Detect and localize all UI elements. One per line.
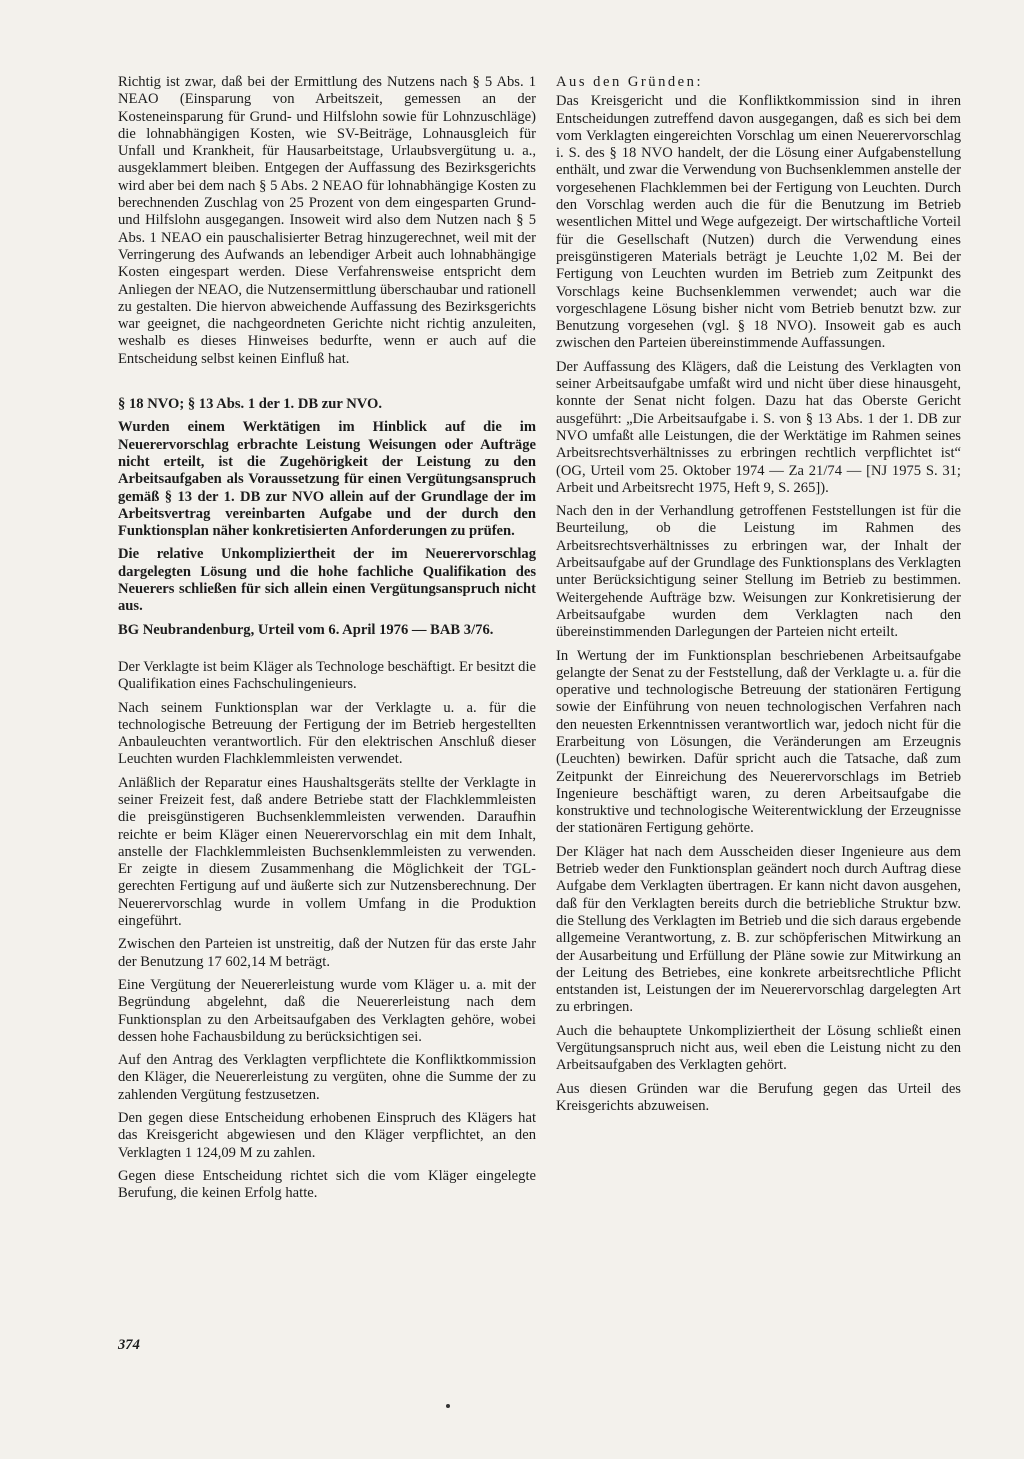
case-citation: BG Neubrandenburg, Urteil vom 6. April 1976 — BAB 3/76. — [118, 621, 494, 638]
page-number: 374 — [118, 1337, 140, 1353]
paragraph: Der Kläger hat nach dem Ausscheiden dieser Ingenieure aus dem Betrieb weder den Funktionsplan geändert noch durch Auftrag diese Aufgabe dem Verklagten übertragen. Er kann nicht davon ausgehen, daß für den Verklagten bereits durch die betriebliche Struktur bzw. die Stellung des Verklagten im Betrieb und die sich daraus ergebende allgemeine Verantwortung, z. B. zur schöpferischen Mitwirkung an der Ausarbeitung und Erfüllung der Pläne sowie zur Mitwirkung an der Leitung des Betriebes, eine konkrete arbeitsrechtliche Pflicht entstanden ist, Leistungen der im Neuerervorschlag dargelegten Art zu erbringen. — [556, 843, 961, 1016]
paragraph: Gegen diese Entscheidung richtet sich die vom Kläger eingelegte Berufung, die keinen Erfolg hatte. — [118, 1167, 536, 1202]
print-dot — [446, 1404, 450, 1408]
section-heading: Aus den Gründen: — [556, 74, 704, 90]
paragraph: Zwischen den Parteien ist unstreitig, daß der Nutzen für das erste Jahr der Benutzung 17 602,14 M beträgt. — [118, 936, 536, 970]
section-heading: § 18 NVO; § 13 Abs. 1 der 1. DB zur NVO. — [118, 396, 383, 413]
paragraph: Nach seinem Funktionsplan war der Verklagte u. a. für die technologische Betreuung der Fertigung der im Betrieb hergestellten Anbauleuchten verantwortlich. Für den elektrischen Anschluß dieser Leuchten wurden Flachklemmleisten verwendet. — [118, 699, 536, 768]
paragraph: Den gegen diese Entscheidung erhobenen Einspruch des Klägers hat das Kreisgericht abgewiesen und den Kläger verpflichtet, an den Verklagten 1 124,09 M zu zahlen. — [118, 1110, 536, 1161]
headnote-paragraph: Wurden einem Werktätigen im Hinblick auf die im Neuerervorschlag erbrachte Leistung Weisungen oder Aufträge nicht erteilt, ist die Zugehörigkeit der Leistung zu den Arbeitsaufgaben als Voraussetzung für einen Vergütungsanspruch gemäß § 13 der 1. DB zur NVO allein auf der Grundlage der im Arbeitsvertrag vereinbarten Aufgabe und der durch den Funktionsplan näher konkretisierten Anforderungen zu prüfen. — [118, 419, 536, 540]
paragraph: Das Kreisgericht und die Konfliktkommission sind in ihren Entscheidungen zutreffend davon ausgegangen, daß es sich bei dem vom Verklagten eingereichten Vorschlag um einen Neuerervorschlag i. S. des § 18 NVO handelt, der die Lösung einer Aufgabenstellung enthält, und zwar die Verwendung von Buchsenklemmen anstelle der vorgesehenen Flachklemmen bei der Fertigung von Leuchten. Durch den Vorschlag werden auch die für die Benutzung im Betrieb wesentlichen Mittel und Wege aufgezeigt. Der wirtschaftliche Vorteil für die Gesellschaft (Nutzen) durch die Verwendung eines preisgünstigeren Materials beträgt je Leuchte 1,02 M. Bei der Fertigung von Leuchten wurden im Betrieb zum Zeitpunkt des Vorschlags keine Buchsenklemmen verwendet; auch war die vorgeschlagene Lösung bisher nicht vom Betrieb benutzt bzw. zur Benutzung vorgesehen (vgl. § 18 NVO). Insoweit gab es auch zwischen den Parteien übereinstimmende Auffassungen. — [556, 93, 961, 352]
paragraph: Der Verklagte ist beim Kläger als Technologe beschäftigt. Er besitzt die Qualifikation eines Fachschulingenieurs. — [118, 658, 536, 693]
paragraph: Eine Vergütung der Neuererleistung wurde vom Kläger u. a. mit der Begründung abgelehnt, daß die Neuererleistung nach dem Funktionsplan zu den Arbeitsaufgaben des Verklagten gehöre, wobei dessen hohe Fachausbildung zu berücksichtigen sei. — [118, 976, 536, 1045]
paragraph: Der Auffassung des Klägers, daß die Leistung des Verklagten von seiner Arbeitsaufgabe umfaßt wird und nicht über diese hinausgeht, konnte der Senat nicht folgen. Dazu hat das Oberste Gericht ausgeführt: „Die Arbeitsaufgabe i. S. von § 13 Abs. 1 der 1. DB zur NVO umfaßt alle Leistungen, die der Werktätige im Rahmen seines Arbeitsrechtsverhältnisses zu erbringen rechtlich verpflichtet ist“ (OG, Urteil vom 25. Oktober 1974 — Za 21/74 — [NJ 1975 S. 31; Arbeit und Arbeitsrecht 1975, Heft 9, S. 265]). — [556, 358, 961, 496]
paragraph: In Wertung der im Funktionsplan beschriebenen Arbeitsaufgabe gelangte der Senat zu der Feststellung, daß der Verklagte u. a. für die operative und technologische Betreuung der stationären Fertigung sowie der Einführung von neuen technologischen Verfahren nach den neuesten Erkenntnissen verantwortlich war, jedoch nicht für die Erarbeitung von Lösungen, die Veränderungen am Erzeugnis (Leuchten) bewirken. Dafür spricht auch die Tatsache, daß zum Zeitpunkt der Einreichung des Neuerervorschlags im Betrieb Ingenieure beschäftigt waren, zu deren Arbeitsaufgabe die konstruktive und technologische Weiterentwicklung der Erzeugnisse der stationären Fertigung gehörte. — [556, 647, 961, 837]
headnote-paragraph: Die relative Unkompliziertheit der im Neuerervorschlag dargelegten Lösung und die hohe fachliche Qualifikation des Neuerers schließen für sich allein einen Vergütungsanspruch nicht aus. — [118, 546, 536, 615]
left-column — [118, 74, 536, 1209]
paragraph: Anläßlich der Reparatur eines Haushaltsgeräts stellte der Verklagte in seiner Freizeit fest, daß andere Betriebe statt der Flachklemmleisten die preisgünstigeren Buchsenklemmleisten verwenden. Daraufhin reichte er beim Kläger einen Neuerervorschlag ein mit dem Inhalt, anstelle der Flachklemmleisten Buchsenklemmleisten zu verwenden. Er zeigte in diesem Zusammenhang die Möglichkeit der TGL-gerechten Fertigung auf und äußerte sich zur Nutzensberechnung. Der Neuerervorschlag wurde in vollem Umfang in die Produktion eingeführt. — [118, 774, 536, 930]
right-column — [556, 74, 961, 1121]
paragraph: Auch die behauptete Unkompliziertheit der Lösung schließt einen Vergütungsanspruch nicht aus, weil eben die Leistung nicht zu den Arbeitsaufgaben des Verklagten gehört. — [556, 1022, 961, 1074]
paragraph: Nach den in der Verhandlung getroffenen Feststellungen ist für die Beurteilung, ob die Leistung im Rahmen des Arbeitsrechtsverhältnisses zu erbringen war, der Inhalt der Arbeitsaufgabe auf der Grundlage des Funktionsplans des Verklagten unter Berücksichtigung seiner Stellung im Betrieb zu bestimmen. Weitergehende Aufträge bzw. Weisungen zur Konkretisierung der Arbeitsaufgabe wurden dem Verklagten nach den übereinstimmenden Darlegungen der Parteien nicht erteilt. — [556, 503, 961, 641]
paragraph: Auf den Antrag des Verklagten verpflichtete die Konfliktkommission den Kläger, die Neuererleistung zu vergüten, ohne die Summe der zu zahlenden Vergütung festzusetzen. — [118, 1052, 536, 1103]
paragraph: Richtig ist zwar, daß bei der Ermittlung des Nutzens nach § 5 Abs. 1 NEAO (Einsparung von Arbeitszeit, gemessen an der Kosteneinsparung für Grund- und Hilfslohn sowie für Lohnzuschläge) die lohnabhängigen Kosten, wie SV-Beiträge, Lohnausgleich für Unfall und Krankheit, für Hausarbeitstage, Urlaubsvergütung u. a., ausgeklammert bleiben. Entgegen der Auffassung des Bezirksgerichts wird aber bei dem nach § 5 Abs. 2 NEAO für lohnabhängige Kosten zu berechnenden Zuschlag von 25 Prozent von dem eingesparten Grund- und Hilfslohn ausgegangen. Insoweit wird also dem Nutzen nach § 5 Abs. 1 NEAO ein pauschalisierter Betrag hinzugerechnet, weil mit der Verringerung des Aufwands an lebendiger Arbeit auch lohnabhängige Kosten eingespart werden. Diese Verfahrensweise entspricht dem Anliegen der NEAO, die Nutzensermittlung überschaubar und rationell zu gestalten. Die hiervon abweichende Auffassung des Bezirksgerichts war geeignet, die nachgeordneten Gerichte nicht richtig anzuleiten, weshalb es dieses Hinweises bedurfte, wenn er auch auf die Entscheidung selbst keinen Einfluß hat. — [118, 74, 536, 367]
paragraph: Aus diesen Gründen war die Berufung gegen das Urteil des Kreisgerichts abzuweisen. — [556, 1080, 961, 1114]
